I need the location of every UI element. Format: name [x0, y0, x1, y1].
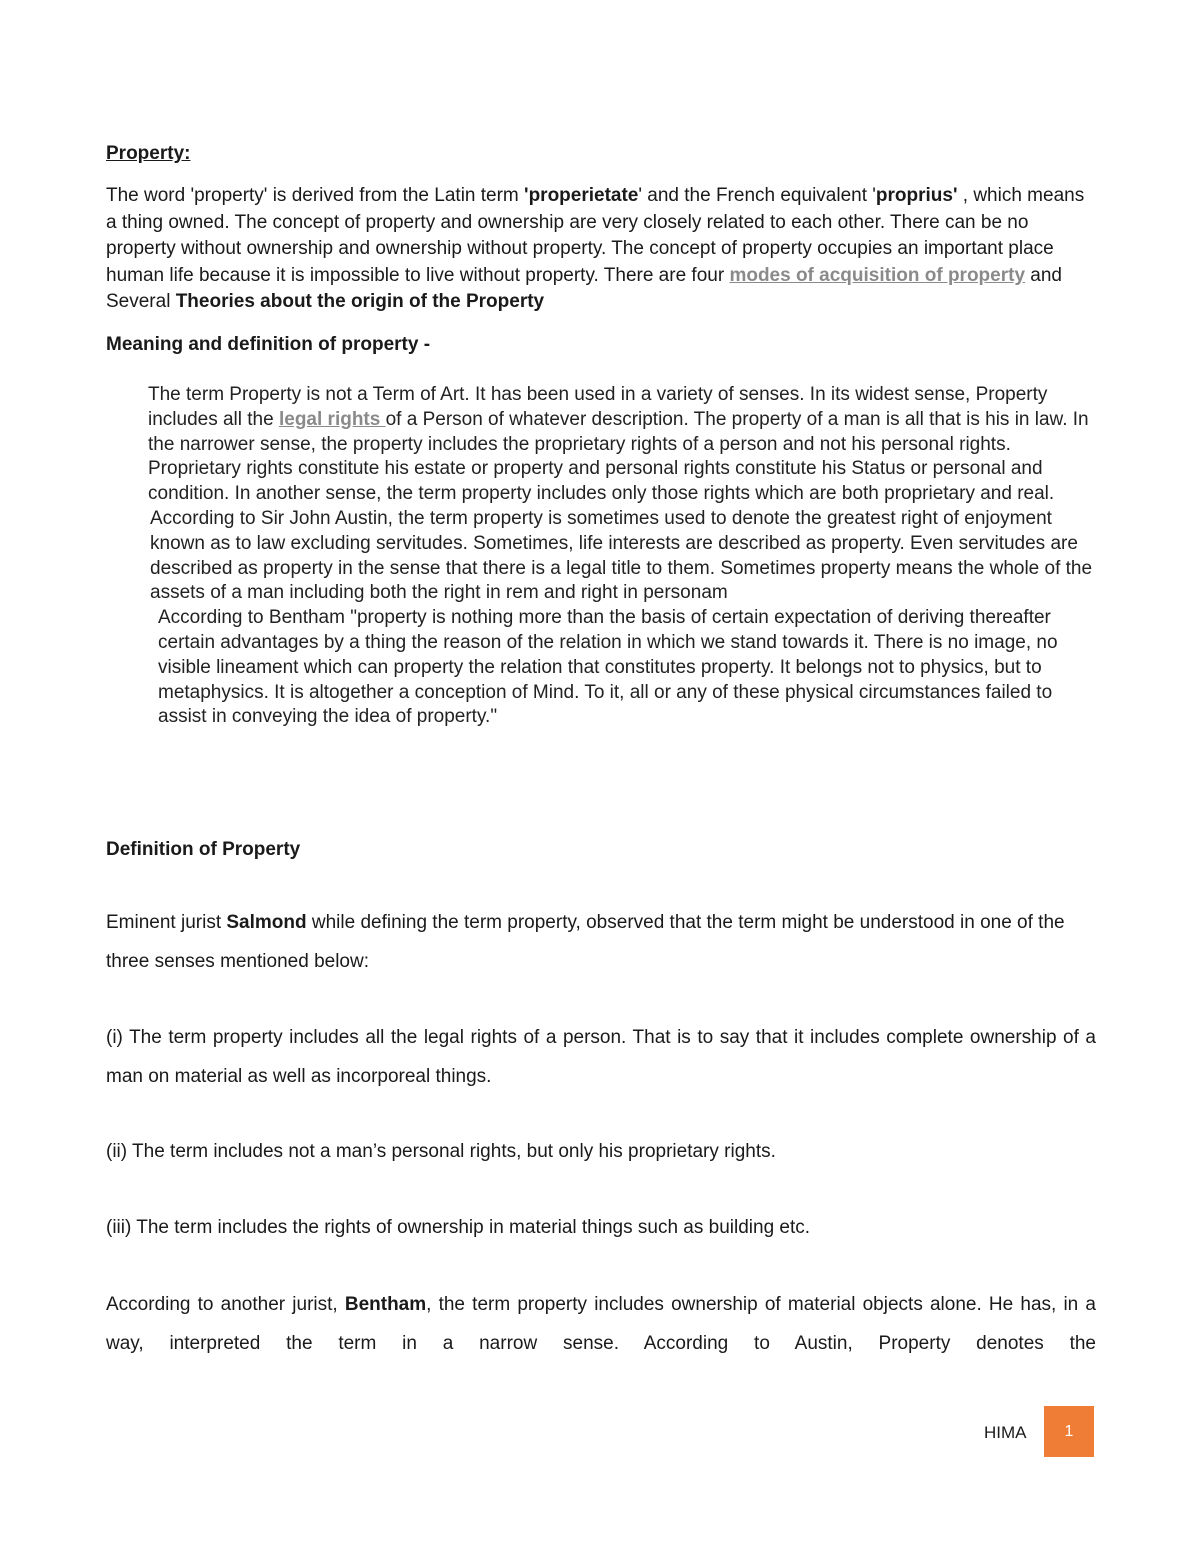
- page-title: Property:: [106, 143, 191, 164]
- definition-item-2: (ii) The term includes not a man’s personal rights, but only his proprietary rights.: [106, 1141, 776, 1162]
- modes-of-acquisition-link[interactable]: modes of acquisition of property: [729, 264, 1026, 286]
- french-term: proprius': [875, 185, 958, 206]
- meaning-paragraph-2: According to Sir John Austin, the term property is sometimes used to denote the greatest right of enjoyment known as to law excluding servitudes. Sometimes, life interests are described as property. Even servitudes are described as property in the sense that there is a legal title to them. Sometimes property means the whole of the assets of a man including both the right in rem and right in personam: [150, 507, 1093, 604]
- page-number-badge: [1044, 1406, 1094, 1457]
- meaning-paragraph-1: The term Property is not a Term of Art. It has been used in a variety of senses. In its widest sense, Property includes all the legal rights of a Person of whatever description. The property of a man is all that is his in law. In the narrower sense, the property includes the proprietary rights of a person and not his personal rights. Proprietary rights constitute his estate or property and personal rights constitute his Status or personal and condition. In another sense, the term property includes only those rights which are both proprietary and real.: [148, 384, 1089, 505]
- definition-item-1: (i) The term property includes all the legal rights of a person. That is to say that it includes complete ownership of a man on material as well as incorporeal things.: [106, 1027, 1096, 1087]
- meaning-paragraph-3: According to Bentham "property is nothing more than the basis of certain expectation of deriving thereafter certain advantages by a thing the reason of the relation in which we stand towards it. There is no image, no visible lineament which can property the relation that constitutes property. It belongs not to physics, but to metaphysics. It is altogether a conception of Mind. To it, all or any of these physical circumstances failed to assist in conveying the idea of property.": [158, 607, 1058, 728]
- meaning-section: [106, 383, 1096, 730]
- salmond-name: Salmond: [226, 912, 307, 933]
- meaning-heading: Meaning and definition of property -: [106, 334, 431, 355]
- footer-author: HIMA: [984, 1423, 1027, 1442]
- definition-intro: Eminent jurist Salmond while defining the term property, observed that the term might be understood in one of the three senses mentioned below:: [106, 912, 1065, 972]
- latin-term: 'properietate: [524, 185, 639, 206]
- page-number: 1: [1064, 1422, 1074, 1440]
- legal-rights-link[interactable]: legal rights: [278, 408, 386, 430]
- definition-item-3: (iii) The term includes the rights of ownership in material things such as building etc.: [106, 1217, 811, 1238]
- intro-paragraph: The word 'property' is derived from the Latin term 'properietate' and the French equivalent 'proprius' , which means a thing owned. The concept of property and ownership are very closely related to each other. There can be no property without ownership and ownership without property. The concept of property occupies an important place human life because it is impossible to live without property. There are four modes of acquisition of property and Several Theories about the origin of the Property: [106, 185, 1085, 313]
- bentham-name: Bentham: [344, 1294, 427, 1315]
- definition-heading: Definition of Property: [106, 839, 301, 860]
- theories-text: Theories about the origin of the Property: [175, 291, 545, 313]
- bentham-paragraph: According to another jurist, Bentham, the term property includes ownership of material objects alone. He has, in a way, interpreted the term in a narrow sense. According to Austin, Property denotes the: [106, 1294, 1096, 1354]
